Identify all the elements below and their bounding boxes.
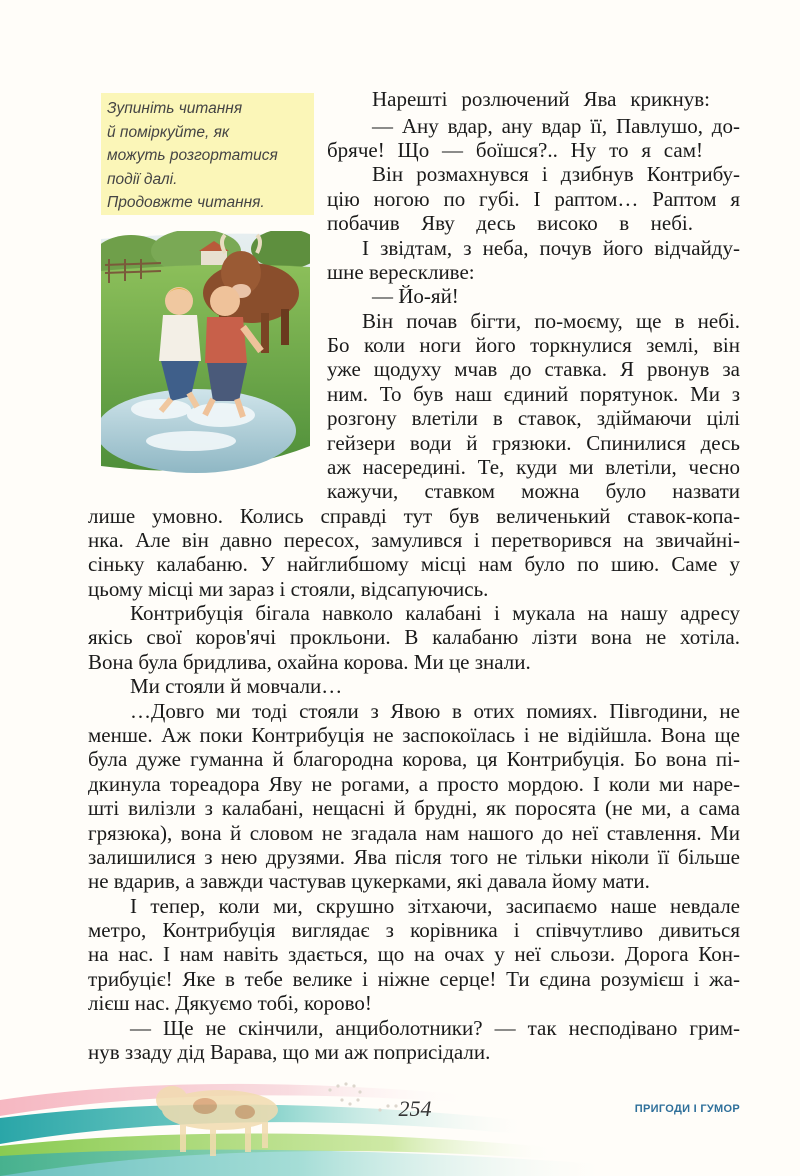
text-line: дкинула тореадора Яву не рогами, а просто мордою. І коли ми наре- — [88, 772, 740, 796]
text-line: Він розмахнувся і дзибнув Контрибу- — [372, 162, 740, 186]
tip-line: Зупиніть читання — [107, 100, 243, 117]
text-line: метро, Контрибуція виглядає з корівника і співчутливо дивиться — [88, 918, 740, 942]
text-line: цію ногою по губі. І раптом… Раптом я — [327, 187, 740, 211]
text-line: шті вилізли з калабані, нещасні й брудні, як поросята (не ми, а сама — [88, 796, 740, 820]
text-line: Бо коли ноги його торкнулися землі, він — [327, 333, 740, 357]
text-line: Він почав бігти, по-моєму, ще в небі. — [362, 309, 740, 333]
text-line: — Ану вдар, ану вдар її, Павлушо, до- — [372, 114, 740, 138]
tip-line: Продовжте читання. — [107, 194, 265, 211]
text-line: сіньку калабаню. У найглибшому місці нам було по шию. Саме у — [88, 552, 740, 576]
text-line: уже щодуху мчав до ставка. Я рвонув за — [327, 357, 740, 381]
tip-line: можуть розгортатися — [107, 147, 278, 164]
story-illustration — [101, 231, 310, 483]
text-line: аж насередині. Те, куди ми влетіли, чесно — [327, 455, 740, 479]
text-line: грязюка), вона й словом не згадала нам нашого до неї ставлення. Ми — [88, 821, 740, 845]
page-number: 254 — [398, 1096, 432, 1121]
text-line: цьому місці ми зараз і стояли, відсапуючись. — [88, 577, 489, 601]
text-line: лише умовно. Колись справді тут був величенький ставок-копа- — [88, 504, 740, 528]
text-line: трибуціє! Яке в тебе велике і ніжне серце! Ти єдина розумієш і жа- — [88, 967, 740, 991]
text-line: …Довго ми тоді стояли з Явою в отих помиях. Півгодини, не — [130, 699, 740, 723]
reading-tip-box — [101, 93, 314, 215]
section-label: ПРИГОДИ І ГУМОР — [634, 1103, 740, 1115]
text-line: на нас. І нам навіть здається, що на очах у неї сльози. Дорога Кон- — [88, 942, 740, 966]
text-line: нка. Але він давно пересох, замулився і перетворився на звичайні- — [88, 528, 740, 552]
tip-line: й поміркуйте, як — [107, 123, 230, 141]
text-line: нув ззаду дід Варава, що ми аж поприсідали. — [88, 1040, 491, 1064]
text-line: ним. То був наш єдиний порятунок. Ми з — [327, 382, 740, 406]
text-line: гейзери води й грязюки. Спинилися десь — [327, 431, 740, 455]
text-line: Нарешті розлючений Ява крикнув: — [372, 87, 710, 111]
text-line: менше. Аж поки Контрибуція не заспокоїлась і не відійшла. Вона ще — [88, 723, 740, 747]
text-line: не вдарив, а завжди частував цукерками, які давала йому мати. — [88, 869, 650, 893]
text-line: Вона була бридлива, охайна корова. Ми це знали. — [88, 650, 531, 674]
text-line: кажучи, ставком можна було назвати — [327, 479, 740, 503]
text-line: розгону влетіли в ставок, здіймаючи цілі — [327, 406, 740, 430]
text-line: залишилися з нею друзями. Ява після того не тільки ніколи її більше — [88, 845, 740, 869]
text-line: І тепер, коли ми, скрушно зітхаючи, засипаємо наше невдале — [130, 894, 740, 918]
text-line: лієш нас. Дякуємо тобі, корово! — [88, 991, 372, 1015]
boys-and-cow-picture — [101, 231, 310, 483]
text-line: шне верескливе: — [327, 260, 475, 284]
text-line: Ми стояли й мовчали… — [130, 674, 343, 698]
text-line: якісь свої коров'ячі прокльони. В калабаню лізти вона не хотіла. — [88, 625, 740, 649]
text-line: Контрибуція бігала навколо калабані і мукала на нашу адресу — [130, 601, 740, 625]
text-line: І звідтам, з неба, почув його відчайду- — [362, 236, 740, 260]
text-line: — Йо-яй! — [372, 284, 459, 308]
text-line: була дуже гуманна й благородна корова, ця Контрибуція. Бо вона пі- — [88, 747, 740, 771]
text-line: бряче! Що — боїшся?.. Ну то я сам! — [327, 138, 703, 162]
text-line: побачив Яву десь високо в небі. — [327, 211, 693, 235]
tip-line: події далі. — [107, 170, 178, 188]
text-line: — Ще не скінчили, анциболотники? — так несподівано грим- — [130, 1016, 740, 1040]
